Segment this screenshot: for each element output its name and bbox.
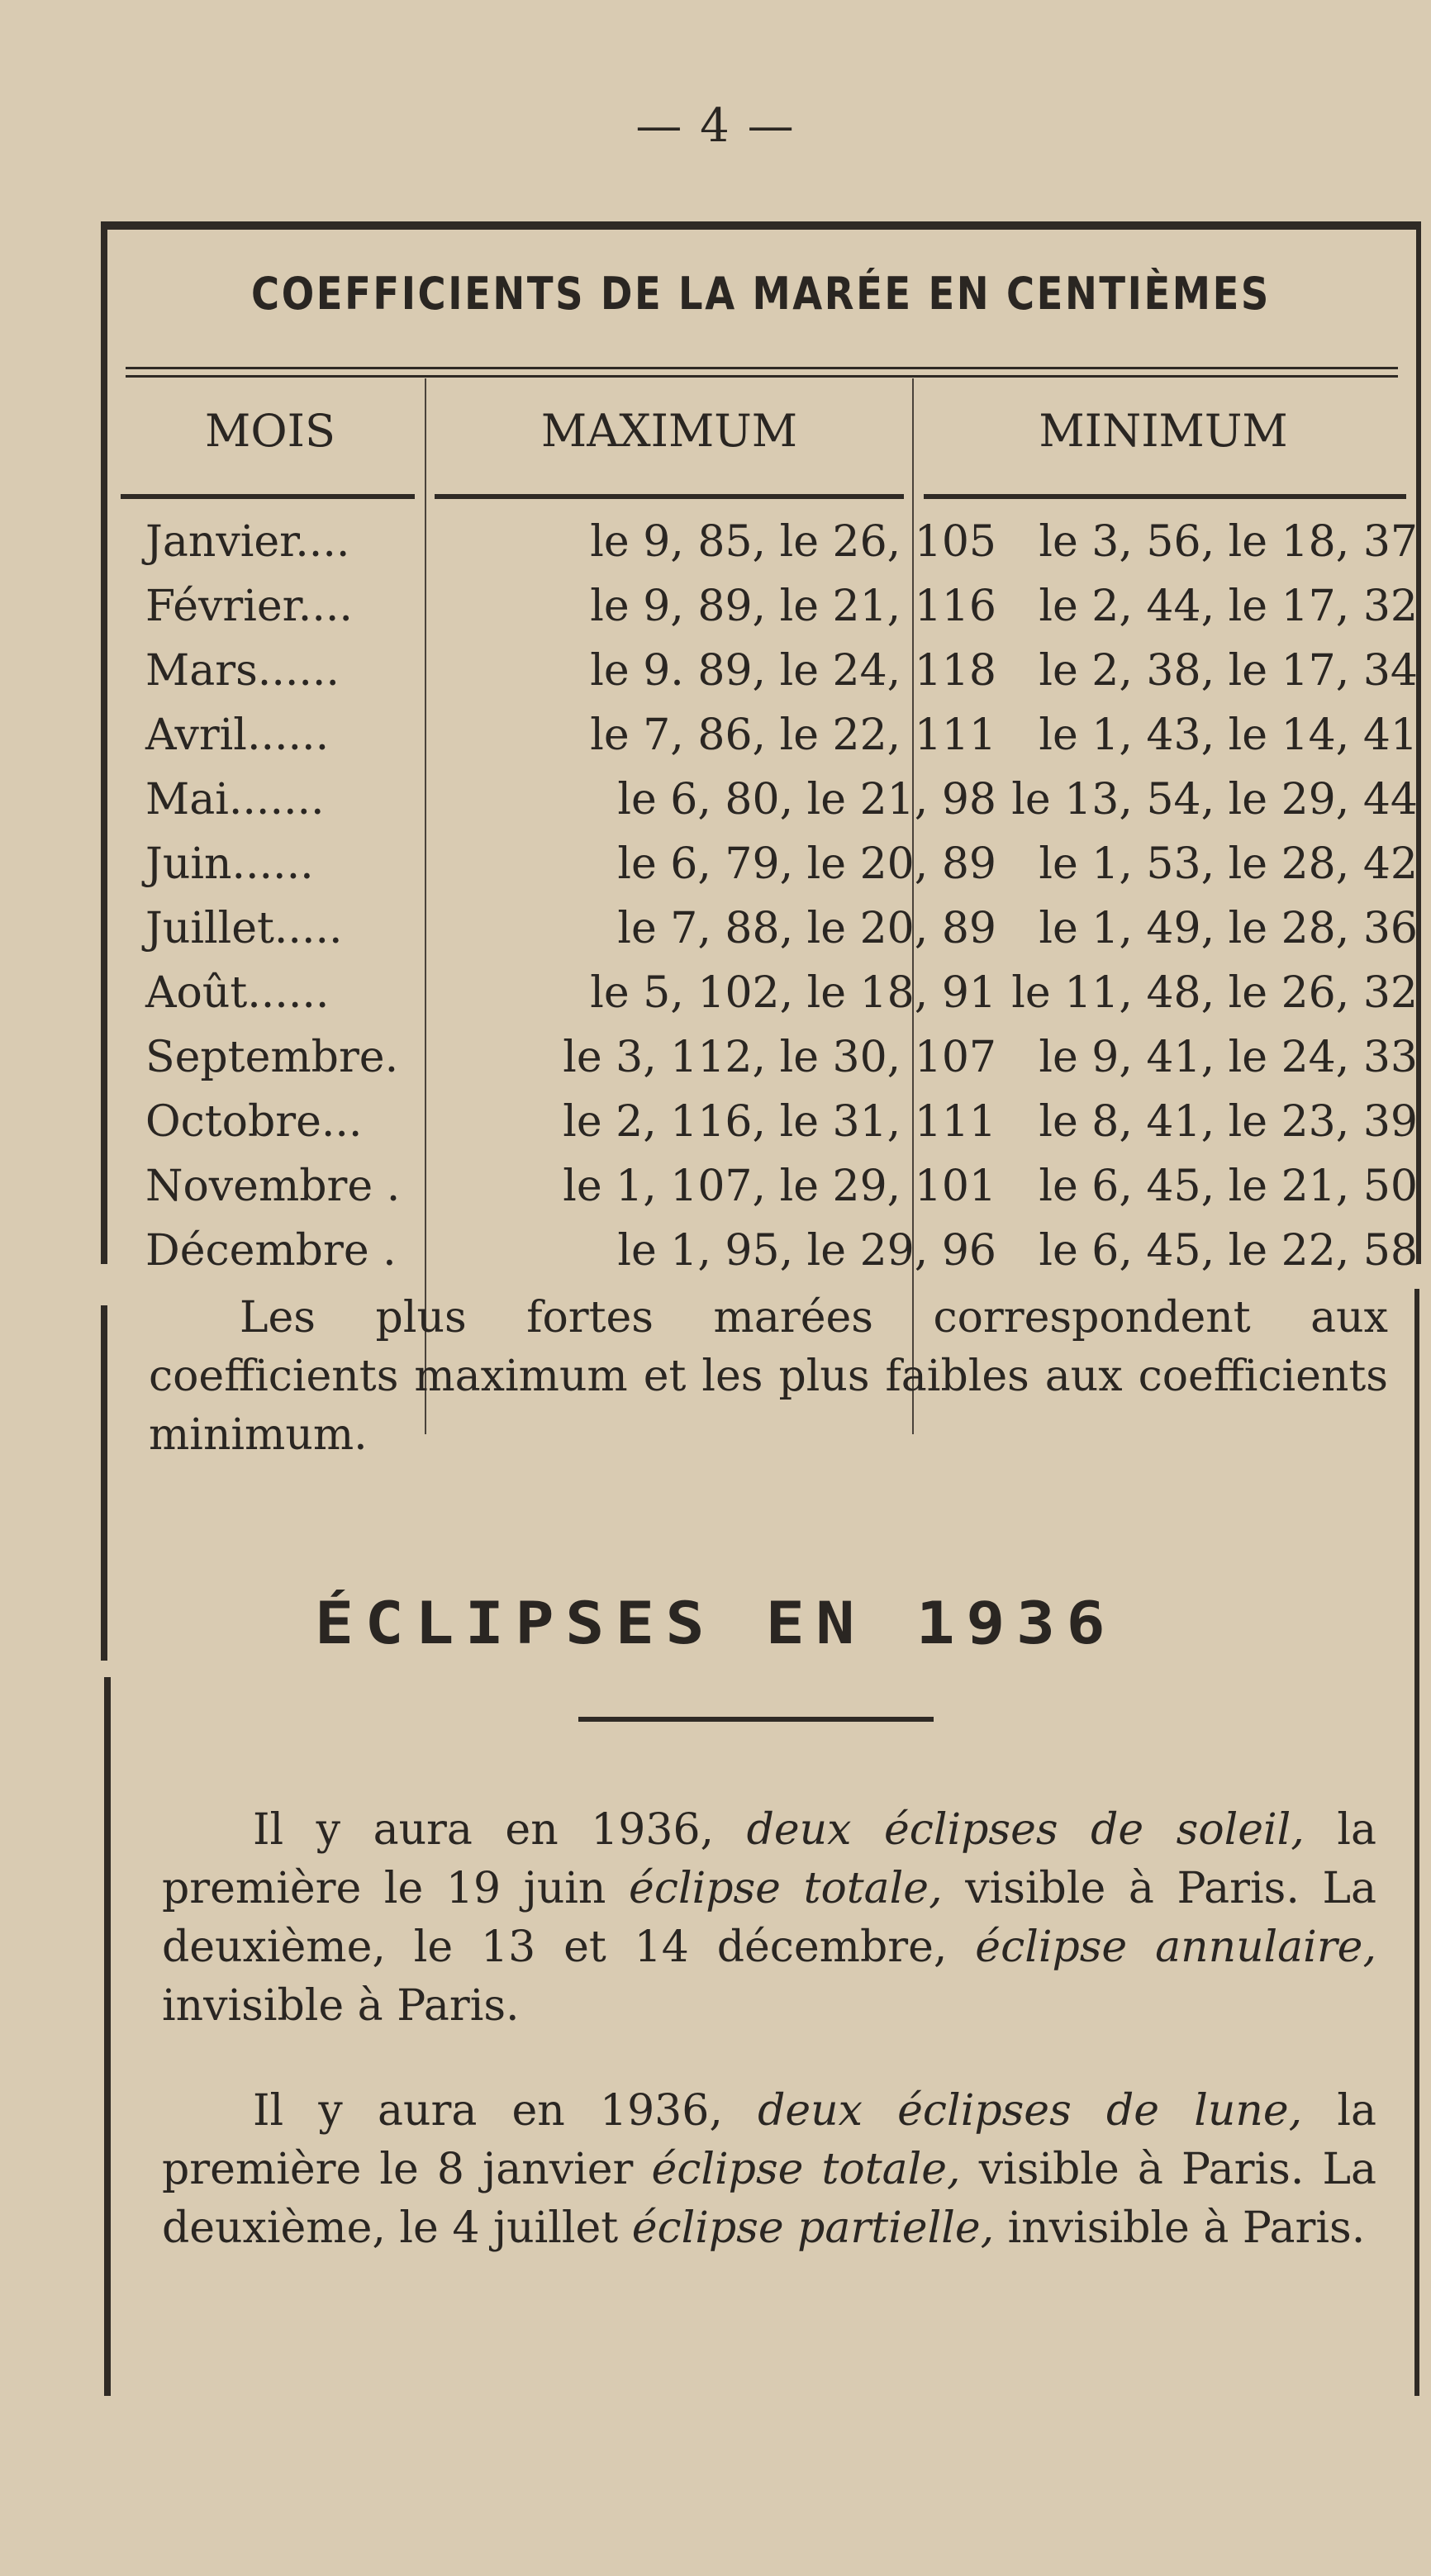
month-cell: Décembre . xyxy=(145,1226,397,1276)
minimum-cell: le 1, 43, le 14, 41 xyxy=(1039,711,1418,760)
table-row xyxy=(101,1226,1421,1290)
left-margin-line-lower xyxy=(104,1677,111,2396)
eclipses-title: ÉCLIPSES EN 1936 xyxy=(314,1590,1117,1657)
right-margin-line xyxy=(1414,1289,1419,2396)
minimum-cell: le 6, 45, le 22, 58 xyxy=(1039,1226,1418,1276)
solar-eclipses-paragraph: Il y aura en 1936, deux éclipses de soleil, la première le 19 juin éclipse totale, visible à Paris. La deuxième, le 13 et 14 décembre, éclipse annulaire, invisible à Paris. xyxy=(162,1805,1376,2031)
left-margin-line xyxy=(101,1305,107,1661)
month-cell: Janvier.... xyxy=(145,517,350,567)
title-double-rule-bottom xyxy=(126,375,1398,378)
table-row xyxy=(101,904,1421,968)
month-cell: Avril...... xyxy=(145,711,330,760)
month-cell: Août...... xyxy=(145,968,330,1018)
maximum-cell: le 7, 88, le 20, 89 xyxy=(617,904,996,953)
lunar-eclipses-paragraph: Il y aura en 1936, deux éclipses de lune, la première le 8 janvier éclipse totale, visible à Paris. La deuxième, le 4 juillet éclipse partielle, invisible à Paris. xyxy=(162,2086,1377,2253)
maximum-cell: le 2, 116, le 31, 111 xyxy=(563,1097,996,1147)
table-row xyxy=(101,711,1421,775)
table-row xyxy=(101,1162,1421,1226)
minimum-cell: le 1, 53, le 28, 42 xyxy=(1039,839,1418,889)
table-row xyxy=(101,517,1421,582)
page-number: — 4 — xyxy=(635,99,796,153)
maximum-cell: le 9, 85, le 26, 105 xyxy=(590,517,996,567)
title-double-rule-top xyxy=(126,367,1398,369)
table-body xyxy=(101,517,1421,1290)
maximum-cell: le 3, 112, le 30, 107 xyxy=(563,1033,996,1082)
table-row xyxy=(101,775,1421,839)
table-row xyxy=(101,1033,1421,1097)
month-cell: Juin...... xyxy=(145,839,314,889)
minimum-cell: le 3, 56, le 18, 37 xyxy=(1039,517,1418,567)
table-row xyxy=(101,646,1421,711)
table-row xyxy=(101,968,1421,1033)
maximum-cell: le 6, 80, le 21, 98 xyxy=(617,775,996,825)
minimum-cell: le 2, 44, le 17, 32 xyxy=(1039,582,1418,631)
minimum-cell: le 2, 38, le 17, 34 xyxy=(1039,646,1418,696)
month-cell: Février.... xyxy=(145,582,353,631)
header-rule-minimum xyxy=(924,494,1406,499)
maximum-cell: le 6, 79, le 20, 89 xyxy=(617,839,996,889)
table-row xyxy=(101,582,1421,646)
table-row xyxy=(101,839,1421,904)
month-cell: Septembre. xyxy=(145,1033,399,1082)
header-rule-maximum xyxy=(435,494,904,499)
minimum-cell: le 9, 41, le 24, 33 xyxy=(1039,1033,1418,1082)
minimum-cell: le 8, 41, le 23, 39 xyxy=(1039,1097,1418,1147)
table-title: COEFFICIENTS DE LA MARÉE EN CENTIÈMES xyxy=(251,268,1271,320)
header-maximum: MAXIMUM xyxy=(540,405,798,457)
maximum-cell: le 9. 89, le 24, 118 xyxy=(590,646,996,696)
header-rule-month xyxy=(121,494,415,499)
table-row xyxy=(101,1097,1421,1162)
month-cell: Mai....... xyxy=(145,775,325,825)
minimum-cell: le 11, 48, le 26, 32 xyxy=(1011,968,1418,1018)
header-minimum: MINIMUM xyxy=(1039,405,1288,457)
month-cell: Mars...... xyxy=(145,646,340,696)
minimum-cell: le 6, 45, le 21, 50 xyxy=(1039,1162,1418,1211)
maximum-cell: le 5, 102, le 18, 91 xyxy=(590,968,996,1018)
maximum-cell: le 1, 95, le 29, 96 xyxy=(617,1226,996,1276)
table-frame-top xyxy=(101,221,1421,230)
minimum-cell: le 13, 54, le 29, 44 xyxy=(1011,775,1418,825)
eclipses-title-rule xyxy=(578,1717,934,1722)
maximum-cell: le 9, 89, le 21, 116 xyxy=(590,582,996,631)
month-cell: Juillet..... xyxy=(145,904,343,953)
header-month: MOIS xyxy=(205,405,335,457)
maximum-cell: le 7, 86, le 22, 111 xyxy=(590,711,996,760)
tide-coefficients-table xyxy=(101,221,1421,1276)
month-cell: Novembre . xyxy=(145,1162,401,1211)
minimum-cell: le 1, 49, le 28, 36 xyxy=(1039,904,1418,953)
tide-note-paragraph: Les plus fortes marées correspondent aux coefficients maximum et les plus faibles aux coefficients minimum. xyxy=(149,1293,1388,1460)
maximum-cell: le 1, 107, le 29, 101 xyxy=(563,1162,996,1211)
month-cell: Octobre... xyxy=(145,1097,363,1147)
